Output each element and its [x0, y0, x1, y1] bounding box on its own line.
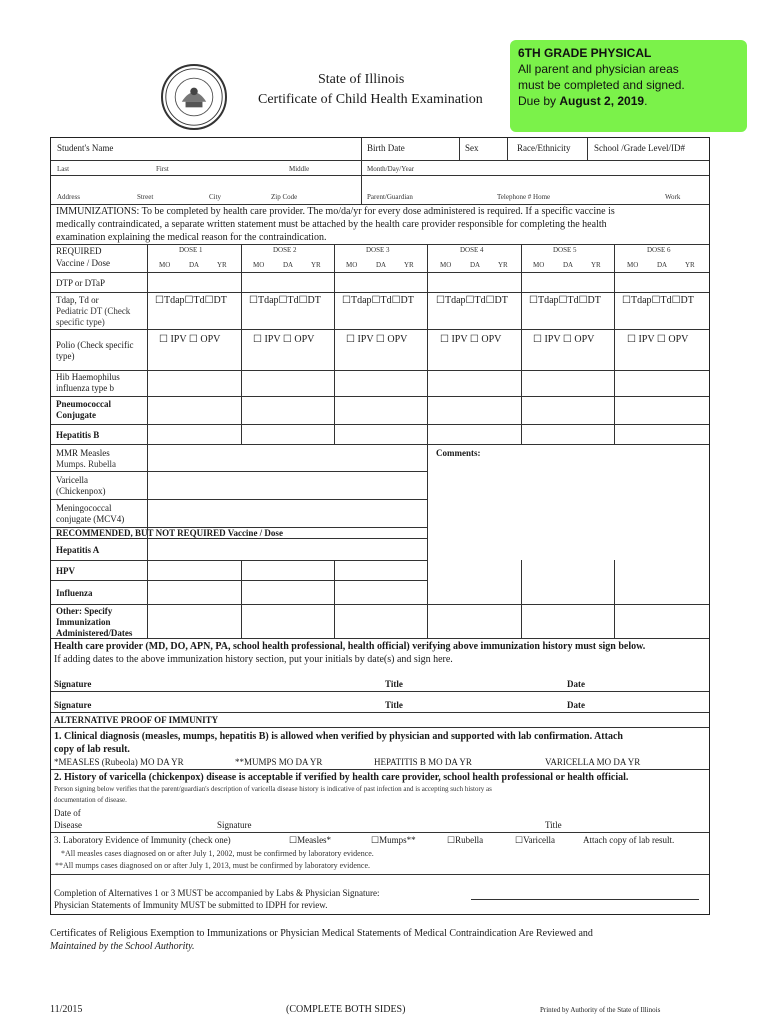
dose-2-header: DOSE 2	[273, 246, 297, 254]
tdap-option-dose-2[interactable]: ☐Tdap☐Td☐DT	[249, 295, 321, 306]
city-label: City	[209, 193, 222, 201]
form-state-title: State of Illinois	[318, 72, 405, 87]
row-influenza: Influenza	[56, 588, 93, 598]
lab-measles-checkbox[interactable]: ☐Measles*	[289, 835, 332, 845]
row-tdap-1: Tdap, Td or	[56, 295, 99, 305]
d5-da: DA	[563, 261, 574, 269]
alt-item2-line1: 2. History of varicella (chickenpox) disease is acceptable if verified by health care provider, school health professional or health official.	[54, 772, 629, 783]
work-label: Work	[665, 193, 681, 201]
provider-signature-label-1: Signature	[54, 679, 92, 689]
parent-label: Parent/Guardian	[367, 193, 413, 201]
d3-mo: MO	[346, 261, 358, 269]
row-polio-2: type)	[56, 351, 75, 361]
dose-4-header: DOSE 4	[460, 246, 484, 254]
d3-da: DA	[376, 261, 387, 269]
recommended-label: RECOMMENDED, BUT NOT REQUIRED Vaccine / Dose	[56, 528, 283, 538]
imm-instructions-2: medically contraindicated, a separate written statement must be attached by the health care provider responsible for completing the health	[56, 219, 607, 230]
provider-signature-label-2: Signature	[54, 700, 92, 710]
d1-yr: YR	[217, 261, 227, 269]
street-label: Street	[137, 193, 154, 201]
first-name-label: First	[156, 165, 169, 173]
d2-mo: MO	[253, 261, 265, 269]
dose-1-header: DOSE 1	[179, 246, 203, 254]
alt-note-2: **All mumps cases diagnosed on or after July 1, 2013, must be confirmed by laboratory evidence.	[55, 861, 371, 870]
row-mening-1: Meningococcal	[56, 503, 112, 513]
lab-varicella-checkbox[interactable]: ☐Varicella	[515, 835, 556, 845]
complete-both-sides: (COMPLETE BOTH SIDES)	[286, 1004, 406, 1015]
tdap-option-dose-5[interactable]: ☐Tdap☐Td☐DT	[529, 295, 601, 306]
row-hepb: Hepatitis B	[56, 430, 100, 440]
alt-hepb: HEPATITIS B MO DA YR	[374, 757, 472, 767]
health-exam-form	[50, 137, 710, 915]
notice-line-2: must be completed and signed.	[518, 78, 685, 92]
school-label: School /Grade Level/ID#	[594, 143, 685, 153]
d5-mo: MO	[533, 261, 545, 269]
alt-signature: Signature	[217, 820, 252, 830]
dose-5-header: DOSE 5	[553, 246, 577, 254]
vaccine-dose-label: Vaccine / Dose	[56, 258, 110, 268]
notice-due	[518, 93, 739, 109]
lab-attach-note: Attach copy of lab result.	[583, 835, 675, 845]
revision-date: 11/2015	[50, 1004, 83, 1015]
imm-instructions-1: IMMUNIZATIONS: To be completed by health care provider. The mo/da/yr for every dose administered is required. If a specific vaccine is	[56, 206, 615, 217]
alt-varicella: VARICELLA MO DA YR	[545, 757, 641, 767]
alt-item1-line2: copy of lab result.	[54, 744, 130, 755]
middle-name-label: Middle	[289, 165, 310, 173]
d6-yr: YR	[685, 261, 695, 269]
polio-option-dose-6[interactable]: ☐ IPV ☐ OPV	[627, 334, 689, 345]
row-hib-1: Hib Haemophilus	[56, 372, 120, 382]
d4-yr: YR	[498, 261, 508, 269]
due-suffix: .	[644, 94, 648, 108]
d6-da: DA	[657, 261, 668, 269]
birth-date-label: Birth Date	[367, 143, 405, 153]
row-other-3: Administered/Dates	[56, 628, 133, 638]
alt-mumps: **MUMPS MO DA YR	[235, 757, 323, 767]
d4-da: DA	[470, 261, 481, 269]
alt-note-1: *All measles cases diagnosed on or after July 1, 2002, must be confirmed by laboratory evidence.	[61, 849, 374, 858]
polio-option-dose-5[interactable]: ☐ IPV ☐ OPV	[533, 334, 595, 345]
alt-disease: Disease	[54, 820, 82, 830]
polio-option-dose-1[interactable]: ☐ IPV ☐ OPV	[159, 334, 221, 345]
form-title: Certificate of Child Health Examination	[258, 92, 483, 107]
lab-mumps-checkbox[interactable]: ☐Mumps**	[371, 835, 416, 845]
completion-note: Completion of Alternatives 1 or 3 MUST be accompanied by Labs & Physician Signature:	[54, 888, 380, 898]
row-mmr-2: Mumps. Rubella	[56, 459, 116, 469]
lab-rubella-checkbox[interactable]: ☐Rubella	[447, 835, 484, 845]
footer-certificates-2: Maintained by the School Authority.	[50, 941, 195, 952]
tdap-option-dose-4[interactable]: ☐Tdap☐Td☐DT	[436, 295, 508, 306]
telephone-label: Telephone # Home	[497, 193, 551, 201]
row-other-1: Other: Specify	[56, 606, 113, 616]
row-hib-2: influenza type b	[56, 383, 114, 393]
row-mening-2: conjugate (MCV4)	[56, 514, 125, 524]
due-date: August 2, 2019	[559, 94, 645, 108]
alt-measles: *MEASLES (Rubeola) MO DA YR	[54, 757, 184, 767]
dose-6-header: DOSE 6	[647, 246, 671, 254]
mdy-label: Month/Day/Year	[367, 165, 415, 173]
row-dtp: DTP or DTaP	[56, 278, 106, 288]
row-varicella-1: Varicella	[56, 475, 88, 485]
tdap-option-dose-6[interactable]: ☐Tdap☐Td☐DT	[622, 295, 694, 306]
d1-da: DA	[189, 261, 200, 269]
alt-date-of: Date of	[54, 808, 81, 818]
state-seal	[161, 64, 227, 130]
provider-line-2: If adding dates to the above immunization history section, put your initials by date(s) and sign here.	[54, 654, 453, 665]
tdap-option-dose-3[interactable]: ☐Tdap☐Td☐DT	[342, 295, 414, 306]
polio-option-dose-3[interactable]: ☐ IPV ☐ OPV	[346, 334, 408, 345]
comments-label: Comments:	[436, 448, 481, 458]
imm-instructions-3: examination explaining the medical reason for the contraindication.	[56, 232, 327, 243]
provider-date-label-1: Date	[567, 679, 585, 689]
alt-item3-prefix: 3. Laboratory Evidence of Immunity (check one)	[54, 835, 231, 845]
row-other-2: Immunization	[56, 617, 111, 627]
race-label: Race/Ethnicity	[517, 143, 571, 153]
provider-title-label-1: Title	[385, 679, 403, 689]
alt-item1-line1: 1. Clinical diagnosis (measles, mumps, hepatitis B) is allowed when verified by physician and supported with lab confirmation. Attach	[54, 731, 623, 742]
zip-label: Zip Code	[271, 193, 298, 201]
sex-label: Sex	[465, 143, 479, 153]
required-label: REQUIRED	[56, 246, 102, 256]
d1-mo: MO	[159, 261, 171, 269]
alternative-heading: ALTERNATIVE PROOF OF IMMUNITY	[54, 715, 219, 725]
alt-title: Title	[545, 820, 562, 830]
address-label: Address	[57, 193, 80, 201]
notice-heading: 6TH GRADE PHYSICAL	[518, 46, 652, 60]
provider-title-label-2: Title	[385, 700, 403, 710]
tdap-option-dose-1[interactable]: ☐Tdap☐Td☐DT	[155, 295, 227, 306]
d2-yr: YR	[311, 261, 321, 269]
row-hpv: HPV	[56, 566, 75, 576]
d6-mo: MO	[627, 261, 639, 269]
seal-graphic	[163, 66, 225, 128]
last-name-label: Last	[57, 165, 70, 173]
alt-item2-line2: Person signing below verifies that the parent/guardian's description of varicella disease history is indicative of past infection and is accepting such history as	[54, 785, 492, 793]
statements-note: Physician Statements of Immunity MUST be submitted to IDPH for review.	[54, 900, 328, 910]
row-tdap-2: Pediatric DT (Check	[56, 306, 131, 316]
row-hepa: Hepatitis A	[56, 545, 100, 555]
row-mmr-1: MMR Measles	[56, 448, 110, 458]
d4-mo: MO	[440, 261, 452, 269]
footer-certificates-1: Certificates of Religious Exemption to Immunizations or Physician Medical Statements of Medical Contraindication Are Reviewed and	[50, 928, 593, 939]
sixth-grade-notice	[510, 40, 747, 132]
row-varicella-2: (Chickenpox)	[56, 486, 106, 496]
due-prefix: Due by	[518, 94, 560, 108]
dose-3-header: DOSE 3	[366, 246, 390, 254]
alt-item2-line3: documentation of disease.	[54, 796, 127, 804]
printed-by-authority: Printed by Authority of the State of Illinois	[540, 1006, 661, 1014]
student-name-label: Student's Name	[57, 143, 114, 153]
row-pneumo-1: Pneumococcal	[56, 399, 111, 409]
row-polio-1: Polio (Check specific	[56, 340, 134, 350]
polio-option-dose-2[interactable]: ☐ IPV ☐ OPV	[253, 334, 315, 345]
d5-yr: YR	[591, 261, 601, 269]
d3-yr: YR	[404, 261, 414, 269]
provider-date-label-2: Date	[567, 700, 585, 710]
notice-line-1: All parent and physician areas	[518, 62, 679, 76]
row-tdap-3: specific type)	[56, 317, 105, 327]
provider-line-1: Health care provider (MD, DO, APN, PA, school health professional, health official) verifying above immunization history must sign below.	[54, 641, 646, 652]
row-pneumo-2: Conjugate	[56, 410, 96, 420]
d2-da: DA	[283, 261, 294, 269]
polio-option-dose-4[interactable]: ☐ IPV ☐ OPV	[440, 334, 502, 345]
